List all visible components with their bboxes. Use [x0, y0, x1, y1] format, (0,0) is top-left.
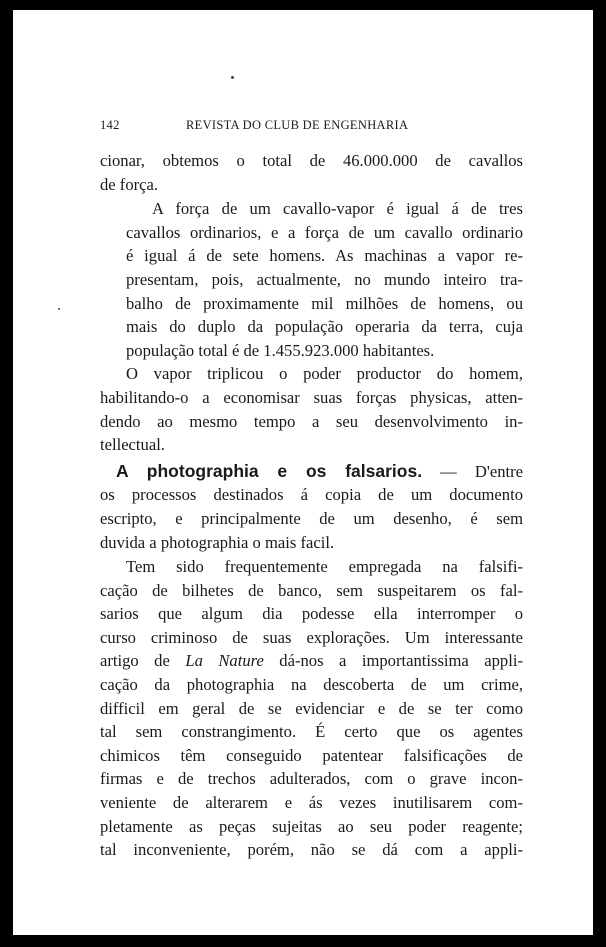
text-line: cação da photographia na descoberta de um crime,: [100, 675, 523, 695]
book-page: [13, 10, 593, 935]
text-fragment: — D'entre: [422, 461, 524, 481]
text-line: curso criminoso de suas explorações. Um interessante: [100, 627, 523, 647]
ink-speck: [231, 76, 234, 79]
text-line: [100, 649, 523, 673]
text-line: presentam, pois, actualmente, no mundo inteiro tra-: [126, 269, 523, 289]
paragraph: [100, 460, 523, 554]
text-line: cação de bilhetes de banco, sem suspeitarem os fal-: [100, 580, 523, 600]
text-line: difficil em geral de se evidenciar e de se ter como: [100, 698, 523, 718]
page-number: 142: [100, 118, 120, 132]
text-line: pletamente as peças sujeitas ao seu poder reagente;: [100, 816, 523, 836]
text-line: veniente de alterarem e ás vezes inutilisarem com-: [100, 793, 523, 813]
text-line: [100, 460, 523, 484]
text-line: cionar, obtemos o total de 46.000.000 de cavallos: [100, 151, 523, 170]
text-line: tal sem constrangimento. É certo que os agentes: [100, 722, 523, 742]
paragraph: [100, 197, 523, 362]
text-fragment: artigo de: [100, 651, 170, 671]
text-line: população total é de 1.455.923.000 habitantes.: [126, 340, 435, 360]
running-title: REVISTA DO CLUB DE ENGENHARIA: [186, 118, 409, 132]
section-title: A photographia e os falsarios.: [116, 460, 423, 481]
text-line: chimicos têm conseguido patentear falsificações de: [100, 745, 523, 765]
paragraph: [100, 149, 523, 196]
text-line: A força de um cavallo-vapor é igual á de tres: [152, 199, 523, 219]
text-line: de força.: [100, 174, 159, 194]
text-line: habilitando-o a economisar suas forças physicas, atten-: [100, 387, 523, 407]
text-line: balho de proximamente mil milhões de homens, ou: [126, 293, 523, 313]
text-fragment: dá-nos a importantissima appli-: [263, 651, 523, 671]
text-line: Tem sido frequentemente empregada na falsifi-: [126, 557, 523, 577]
body-text: [100, 149, 523, 862]
journal-title: La Nature: [185, 651, 264, 671]
text-line: os processos destinados á copia de um documento: [100, 485, 523, 505]
paragraph: [100, 555, 523, 862]
text-line: sarios que algum dia podesse ella interromper o: [100, 604, 523, 624]
paragraph: [100, 362, 523, 456]
text-line: duvida a photographia o mais facil.: [100, 532, 335, 552]
text-line: cavallos ordinarios, e a força de um cavallo ordinario: [126, 222, 523, 242]
text-line: O vapor triplicou o poder productor do homem,: [126, 364, 523, 384]
text-line: firmas e de trechos adulterados, com o grave incon-: [100, 769, 523, 789]
text-line: dendo ao mesmo tempo a seu desenvolvimento in-: [100, 411, 523, 431]
text-line: tal inconveniente, porém, não se dá com a appli-: [100, 840, 523, 860]
text-line: escripto, e principalmente de um desenho, é sem: [100, 508, 523, 528]
text-line: é igual á de sete homens. As machinas a vapor re-: [126, 246, 523, 266]
text-line: tellectual.: [100, 435, 165, 455]
text-line: mais do duplo da população operaria da terra, cuja: [126, 317, 523, 337]
ink-speck: [58, 308, 60, 310]
